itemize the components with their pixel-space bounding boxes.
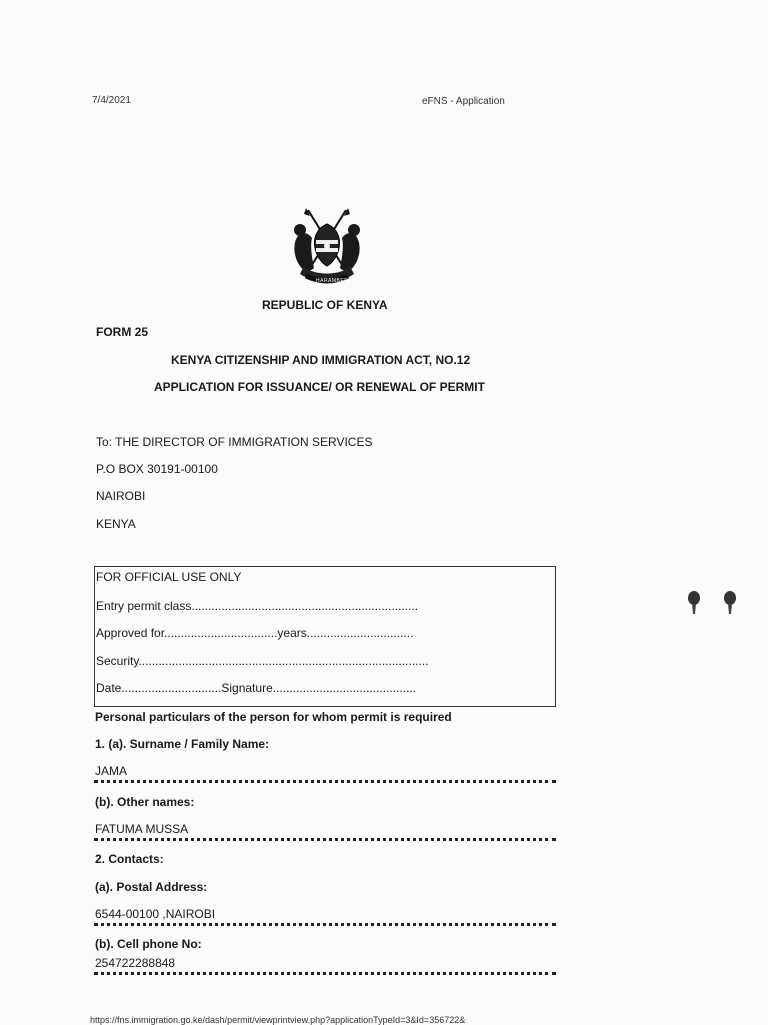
surname-label: 1. (a). Surname / Family Name: [95,737,270,751]
print-site-title: eFNS - Application [422,96,505,107]
contacts-label: 2. Contacts: [95,852,164,866]
cell-phone-label: (b). Cell phone No: [95,937,202,951]
official-use-heading: FOR OFFICIAL USE ONLY [96,570,242,584]
other-names-label: (b). Other names: [95,795,195,809]
postal-address-underline [94,923,556,926]
footer-url: https://fns.immigration.go.ke/dash/permit/viewprintview.php?applicationTypeId=3&Id=356722& [90,1015,466,1025]
scan-speck-left [687,590,701,616]
cell-phone-value: 254722288848 [95,956,176,970]
other-names-value: FATUMA MUSSA [95,822,189,836]
security-field: Security....................................................................................... [96,654,429,668]
address-country: KENYA [96,517,136,531]
date-signature-field: Date..............................Signature........................................... [96,681,417,695]
personal-particulars-heading: Personal particulars of the person for whom permit is required [95,710,452,724]
address-box: P.O BOX 30191-00100 [96,462,218,476]
application-title: APPLICATION FOR ISSUANCE/ OR RENEWAL OF PERMIT [154,380,485,394]
republic-title: REPUBLIC OF KENYA [262,298,388,312]
entry-permit-class-field: Entry permit class.................................................................... [96,599,419,613]
postal-address-value: 6544-00100 ,NAIROBI [95,907,216,921]
other-names-underline [94,838,556,841]
act-title: KENYA CITIZENSHIP AND IMMIGRATION ACT, NO.12 [171,353,471,367]
address-city: NAIROBI [96,489,146,503]
approved-for-field: Approved for..................................years................................ [96,626,414,640]
surname-underline [94,780,556,783]
emblem-motto: HARAMBEE [316,278,349,284]
address-to: To: THE DIRECTOR OF IMMIGRATION SERVICES [96,435,373,449]
postal-address-label: (a). Postal Address: [95,880,208,894]
form-number: FORM 25 [96,325,149,339]
coat-of-arms-emblem [286,206,368,288]
print-date: 7/4/2021 [92,95,131,106]
surname-value: JAMA [95,764,128,778]
scan-speck-right [723,590,737,616]
cell-phone-underline [94,972,556,975]
